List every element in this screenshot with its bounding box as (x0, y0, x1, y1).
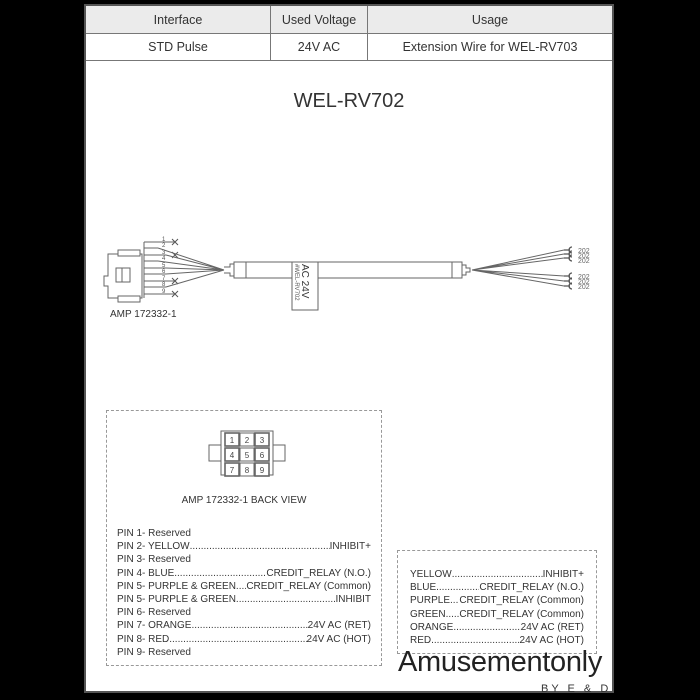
color-row: RED ..... 24V AC (HOT) (410, 634, 584, 647)
cell-used-voltage: 24V AC (271, 34, 368, 61)
wire-diagram (86, 6, 612, 406)
pin-row: PIN 2- YELLOW ..... INHIBIT+ (117, 540, 371, 553)
color-row: YELLOW ..... INHIBIT+ (410, 568, 584, 581)
header-used-voltage: Used Voltage (271, 6, 368, 34)
pinout-panel (106, 410, 382, 666)
pin-number-9: 9 (162, 289, 166, 295)
brand-tagline: BY E & D (541, 683, 612, 695)
connector-back-view (207, 425, 287, 481)
back-pin-2: 2 (244, 436, 250, 445)
pin-number-7: 7 (162, 276, 166, 282)
terminal-label: 202 (578, 284, 590, 291)
color-row: BLUE ..... CREDIT_RELAY (N.O.) (410, 581, 584, 594)
pin-row: PIN 3- Reserved (117, 554, 191, 566)
connector-label: AMP 172332-1 (110, 309, 177, 320)
back-pin-6: 6 (259, 451, 265, 460)
cable-tag-model: #WEL-RV702 (293, 264, 299, 301)
terminal-label: 202 (578, 258, 590, 265)
back-view-label: AMP 172332-1 BACK VIEW (181, 495, 307, 506)
color-row: GREEN ..... CREDIT_RELAY (Common) (410, 608, 584, 621)
terminal-label: 202 (578, 248, 590, 255)
back-pin-7: 7 (229, 466, 235, 475)
cell-interface: STD Pulse (86, 34, 271, 61)
brand-logo: Amusementonly (398, 646, 603, 678)
header-interface: Interface (86, 6, 271, 34)
wire-color-panel (397, 550, 597, 654)
back-pin-3: 3 (259, 436, 265, 445)
pin-row: PIN 8- RED ..... 24V AC (HOT) (117, 633, 371, 646)
color-row: ORANGE ..... 24V AC (RET) (410, 621, 584, 634)
cable-tag-voltage: AC 24V (299, 264, 310, 299)
pin-number-1: 1 (162, 237, 166, 243)
back-pin-1: 1 (229, 436, 235, 445)
pin-row: PIN 9- Reserved (117, 646, 191, 658)
back-pin-4: 4 (229, 451, 235, 460)
pin-row: PIN 7- ORANGE ..... 24V AC (RET) (117, 619, 371, 632)
pin-number-2: 2 (162, 243, 166, 249)
back-pin-9: 9 (259, 466, 265, 475)
color-row: PURPLE ..... CREDIT_RELAY (Common) (410, 594, 584, 607)
terminal-label: 202 (578, 279, 590, 286)
pin-row: PIN 5- PURPLE & GREEN ..... CREDIT_RELAY (Common) (117, 580, 371, 593)
pin-row: PIN 6- Reserved (117, 607, 191, 619)
pin-number-5: 5 (162, 263, 166, 269)
terminal-label: 202 (578, 253, 590, 260)
cell-usage: Extension Wire for WEL-RV703 (368, 34, 613, 61)
pin-list (117, 527, 371, 659)
model-title: WEL-RV702 (293, 90, 405, 112)
pin-number-3: 3 (162, 250, 166, 256)
pin-row: PIN 5- PURPLE & GREEN ..... INHIBIT (117, 593, 371, 606)
back-pin-5: 5 (244, 451, 250, 460)
pin-number-4: 4 (162, 256, 166, 262)
pin-row: PIN 4- BLUE ..... CREDIT_RELAY (N.O.) (117, 567, 371, 580)
pin-number-6: 6 (162, 269, 166, 275)
header-usage: Usage (368, 6, 613, 34)
back-pin-8: 8 (244, 466, 250, 475)
wire-color-list (410, 568, 584, 647)
terminal-label: 202 (578, 274, 590, 281)
pin-number-8: 8 (162, 282, 166, 288)
pin-row: PIN 1- Reserved (117, 528, 191, 539)
